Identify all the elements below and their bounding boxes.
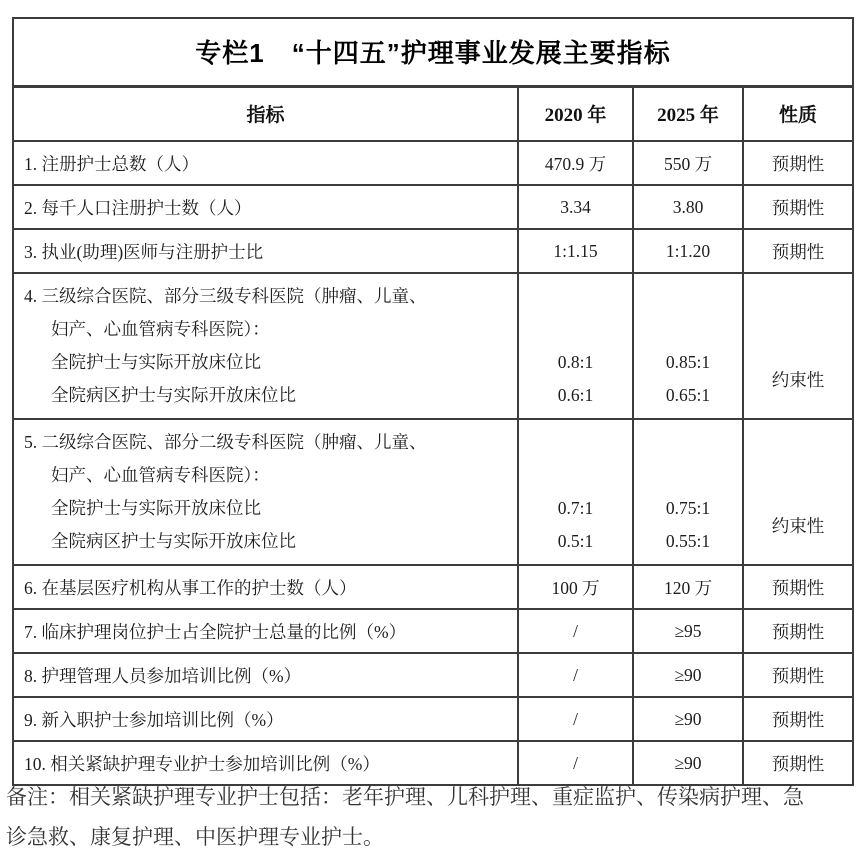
indicator-label: 3. 执业(助理)医师与注册护士比 bbox=[13, 229, 518, 273]
nature-label: 约束性 bbox=[743, 419, 853, 565]
nature-label: 预期性 bbox=[743, 697, 853, 741]
col-header-2020: 2020 年 bbox=[518, 86, 633, 141]
footnote bbox=[6, 778, 861, 858]
nature-label: 预期性 bbox=[743, 741, 853, 785]
table-row-9 bbox=[13, 697, 853, 741]
value-line: 0.85:1 bbox=[665, 352, 711, 372]
value-2020: 3.34 bbox=[518, 185, 633, 229]
indicator-label: 10. 相关紧缺护理专业护士参加培训比例（%） bbox=[13, 741, 518, 785]
indicator-label: 8. 护理管理人员参加培训比例（%） bbox=[13, 653, 518, 697]
footnote-line-1: 备注：相关紧缺护理专业护士包括：老年护理、儿科护理、重症监护、传染病护理、急 bbox=[6, 786, 804, 809]
table-title-row bbox=[13, 18, 853, 86]
value-2025: ≥90 bbox=[633, 697, 743, 741]
value-2025 bbox=[633, 273, 743, 419]
indicator-label: 7. 临床护理岗位护士占全院护士总量的比例（%） bbox=[13, 609, 518, 653]
indicator-line: 妇产、心血管病专科医院）： bbox=[51, 319, 270, 339]
indicator-line: 全院病区护士与实际开放床位比 bbox=[51, 531, 296, 551]
value-2025: 550 万 bbox=[633, 141, 743, 185]
value-2025: 3.80 bbox=[633, 185, 743, 229]
nature-label: 预期性 bbox=[743, 653, 853, 697]
indicator-label bbox=[13, 273, 518, 419]
value-2020: / bbox=[518, 653, 633, 697]
nature-label: 预期性 bbox=[743, 609, 853, 653]
table-header-row bbox=[13, 86, 853, 141]
value-2025: ≥90 bbox=[633, 653, 743, 697]
col-header-nature: 性质 bbox=[743, 86, 853, 141]
value-2020: / bbox=[518, 697, 633, 741]
value-2020: 470.9 万 bbox=[518, 141, 633, 185]
value-line: 0.55:1 bbox=[665, 531, 711, 551]
table-row-6 bbox=[13, 565, 853, 609]
value-line: 0.7:1 bbox=[557, 498, 594, 518]
table-row-5 bbox=[13, 419, 853, 565]
indicator-label bbox=[13, 419, 518, 565]
table-row-2 bbox=[13, 185, 853, 229]
indicator-label: 6. 在基层医疗机构从事工作的护士数（人） bbox=[13, 565, 518, 609]
value-2020: 100 万 bbox=[518, 565, 633, 609]
value-2020: / bbox=[518, 741, 633, 785]
nature-label: 预期性 bbox=[743, 185, 853, 229]
value-line: 0.6:1 bbox=[557, 385, 594, 405]
indicator-label: 1. 注册护士总数（人） bbox=[13, 141, 518, 185]
table-row-4 bbox=[13, 273, 853, 419]
table-row-1 bbox=[13, 141, 853, 185]
value-2025: 120 万 bbox=[633, 565, 743, 609]
nature-label: 预期性 bbox=[743, 229, 853, 273]
value-line: 0.75:1 bbox=[665, 498, 711, 518]
value-line: 0.8:1 bbox=[557, 352, 594, 372]
value-line: 0.5:1 bbox=[557, 531, 594, 551]
nature-label: 预期性 bbox=[743, 565, 853, 609]
indicator-line: 妇产、心血管病专科医院）： bbox=[51, 465, 270, 485]
table-row-3 bbox=[13, 229, 853, 273]
indicator-line: 全院护士与实际开放床位比 bbox=[51, 498, 261, 518]
nature-label: 预期性 bbox=[743, 141, 853, 185]
col-header-indicator: 指标 bbox=[13, 86, 518, 141]
value-2020 bbox=[518, 273, 633, 419]
table-row-8 bbox=[13, 653, 853, 697]
indicator-line: 全院护士与实际开放床位比 bbox=[51, 352, 261, 372]
value-line: 0.65:1 bbox=[665, 385, 711, 405]
value-2025: ≥90 bbox=[633, 741, 743, 785]
indicator-line: 全院病区护士与实际开放床位比 bbox=[51, 385, 296, 405]
indicator-table bbox=[12, 17, 854, 786]
table-title: 专栏1 “十四五”护理事业发展主要指标 bbox=[13, 18, 853, 86]
nature-label: 约束性 bbox=[743, 273, 853, 419]
footnote-line-2: 诊急救、康复护理、中医护理专业护士。 bbox=[6, 826, 384, 849]
value-2020 bbox=[518, 419, 633, 565]
indicator-line: 5. 二级综合医院、部分二级专科医院（肿瘤、儿童、 bbox=[24, 432, 427, 452]
indicator-line: 4. 三级综合医院、部分三级专科医院（肿瘤、儿童、 bbox=[24, 286, 427, 306]
indicator-label: 2. 每千人口注册护士数（人） bbox=[13, 185, 518, 229]
value-2025: ≥95 bbox=[633, 609, 743, 653]
table-row-7 bbox=[13, 609, 853, 653]
value-2020: / bbox=[518, 609, 633, 653]
value-2025: 1:1.20 bbox=[633, 229, 743, 273]
col-header-2025: 2025 年 bbox=[633, 86, 743, 141]
value-2020: 1:1.15 bbox=[518, 229, 633, 273]
value-2025 bbox=[633, 419, 743, 565]
indicator-label: 9. 新入职护士参加培训比例（%） bbox=[13, 697, 518, 741]
